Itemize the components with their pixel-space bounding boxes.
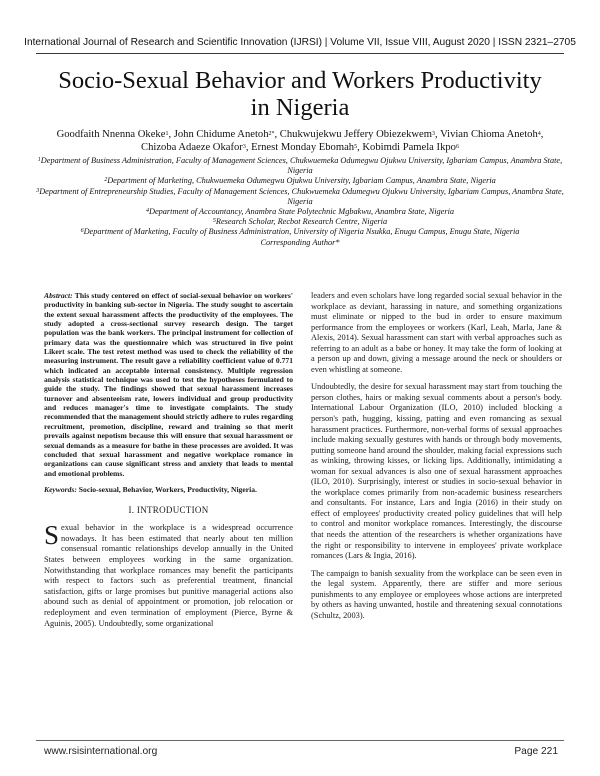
title-line-2: in Nigeria [250, 94, 350, 121]
right-column [311, 291, 562, 628]
intro-text: exual behavior in the workplace is a widespread occurrence nowadays. It has been estimated that nearly about ten million consensual romantic relationships develop annually in the United States between employees working in the same organization. Notwithstanding that workplace romances may benefit the participants with respect to factors such as preferential treatment, financial satisfaction, gifts or large promises but punitive managerial actions also abound such as denial of appointment or promotion, job relocation or redeployment and even termination of employment (Pierce, Byrne & Aguinis, 2005). Undoubtedly, some organizational [44, 523, 293, 628]
affiliation: $^4$Department of Accountancy, Anambra State Polytechnic Mgbakwu, Anambra State, Nigeria [145, 207, 455, 217]
footer-divider [36, 740, 564, 741]
affiliation: $^5$Research Scholar, Recbot Research Centre, Nigeria [212, 217, 388, 227]
section-heading-introduction: I. INTRODUCTION [128, 505, 209, 516]
title-line-1: Socio-Sexual Behavior and Workers Productivity [58, 67, 542, 94]
author-list [36, 129, 564, 154]
header-divider [36, 53, 564, 54]
affiliation: $^3$Department of Entrepreneurship Studies, Faculty of Management Sciences, Chukwuemeka Odumegwu Ojukwu University, Igbariam Campus, Anambra State, Nigeria [36, 186, 564, 206]
abstract-label: Abstract: [44, 291, 73, 300]
author: Chizoba Adaeze Okafor$^3$, [141, 141, 252, 153]
keywords [44, 485, 293, 494]
journal-header: International Journal of Research and Scientific Innovation (IJRSI) | Volume VII, Issue VIII, August 2020 | ISSN 2321–2705 [24, 37, 576, 48]
body-paragraph: The campaign to banish sexuality from the workplace can be seen even in the legal system. Apparently, there are stiffer and more serious punishments to any employee or employees whose actions are interpreted by others as having unwanted, hostile and threatening sexual connotations (Schultz, 2003). [311, 568, 562, 620]
author: Ernest Monday Ebomah$^5$, [251, 141, 363, 153]
author: Vivian Chioma Anetoh$^4$, [440, 129, 544, 140]
body-paragraph: leaders and even scholars have long regarded social sexual behavior in the workplace as deviant, harassing in nature, and something organizations must eliminate or nipped to the bud in order to ensure maximum performance from the employees or workers (Karl, Leah, Marla, Jane & Alexis, 2014). Sexual harassment can start with verbal approaches such as referring to an adult as a babe or honey. It may take the form of looking at a person up and down, giving a message around the neck or shoulders or even whistling at someone. [311, 291, 562, 374]
body-paragraph: Undoubtedly, the desire for sexual harassment may start from touching the person clothes, hairs or making sexual comments about a person's body. International Labour Organization (ILO, 2010) included blocking a person's path, hugging, kissing, patting and even romancing as sexual harassment practices. Furthermore, non-verbal forms of sexual approaches include making sexually gestures with hands or through body movements, putting someone hand around the shoulder, making facial expressions such as winking, throwing kisses, or licking lips. Additionally, intimidating a woman for sexual advances is also one of sexual harassment approaches (ILO, 2010). Surprisingly, interest or studies in socio-sexual behavior in the workplace comes primarily from non-academic business researchers and consultants. For instance, Lars and Ingia (2016) in their study on effect of employees' productivity created policy guidelines that will help to control and monitor workplace romances. Interestingly, the discourse that needs the attention of the researchers is whether organizations have the right or responsibility to intervene in employees' private workplace romances (Lars & Ingia, 2016). [311, 382, 562, 561]
affiliation: $^6$Department of Marketing, Faculty of Business Administration, University of Nigeria Nsukka, Enugu Campus, Enugu State, Nigeria [80, 227, 520, 237]
keywords-text: Socio-sexual, Behavior, Workers, Productivity, Nigeria. [76, 484, 257, 494]
left-column [44, 291, 293, 629]
paper-title [40, 67, 560, 121]
affiliation: $^2$Department of Marketing, Chukwuemeka Odumegwu Ojukwu University, Igbariam Campus, Anambra State, Nigeria [104, 176, 496, 186]
keywords-label: Keywords: [44, 484, 77, 494]
affiliation-list [36, 156, 564, 248]
abstract [44, 291, 293, 478]
author: Kobimdi Pamela Ikpo$^6$ [362, 141, 459, 153]
footer-page-number: Page 221 [514, 746, 558, 757]
author: Chukwujekwu Jeffery Obiezekwem$^3$, [279, 129, 441, 140]
affiliation: $^1$Department of Business Administration, Faculty of Management Sciences, Chukwuemeka Odumegwu Ojukwu University, Igbariam Campus, Anambra State, Nigeria [37, 156, 563, 176]
footer-website: www.rsisinternational.org [44, 746, 158, 757]
drop-cap: S [44, 520, 60, 551]
abstract-text: This study centered on effect of social-sexual behavior on workers' productivity in banking sub-sector in Nigeria. The study sought to ascertain the extent sexual harassment affects the productivity of the employees. The study adopted a cross-sectional survey research design. The target population was the bank workers. The principal instrument for collection of primary data was the questionnaire which was structured in five point Likert scale. The test retest method was used to check the reliability of the measuring instrument. The result gave a reliability coefficient value of 0.771 which indicated an acceptable internal consistency. Multiple regression analysis statistical technique was used to test the hypotheses formulated to guide the study. The findings showed that sexual harassment increases turnover and absenteeism rate, lowers individual and group productivity and reduces manager's time to investigate complaints. The study recommended that the management should strictly adhere to rules regarding recruitment, promotion, discipline, reward and training so that merit prevails against nepotism because this will ensure that sexual harassment or sexual demands as a measure for bathe in these processes are avoided. It was concluded that sexual harassment and negative workplace romance in organizations can cause significant stress and anxiety that leads to mental and emotional problems. [44, 291, 293, 478]
corresponding-author: Corresponding Author* [260, 237, 340, 247]
intro-paragraph [44, 520, 293, 629]
author: John Chidume Anetoh$^{2*}$, [173, 129, 280, 140]
author: Goodfaith Nnenna Okeke$^1$, [56, 129, 174, 140]
